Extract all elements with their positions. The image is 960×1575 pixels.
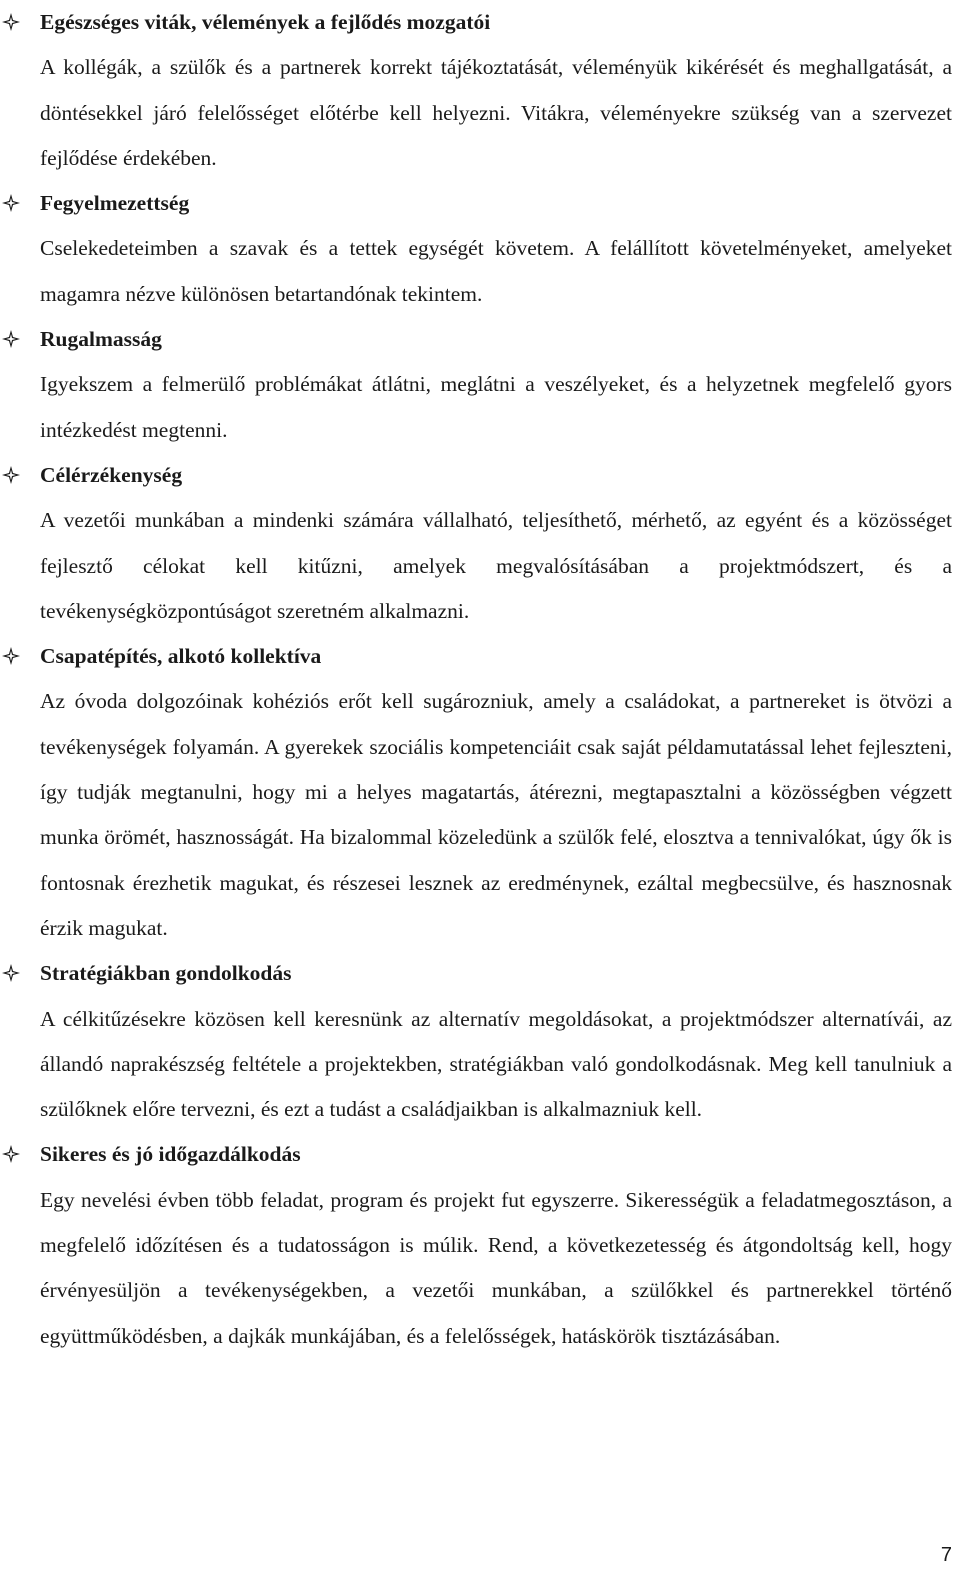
- section-heading: [40, 181, 952, 226]
- diamond-bullet-icon: [1, 646, 21, 666]
- section-heading: [40, 317, 952, 362]
- section-rugalmassag: [40, 317, 952, 453]
- diamond-bullet-icon: [1, 12, 21, 32]
- diamond-bullet-icon: [1, 465, 21, 485]
- section-heading-text: Sikeres és jó időgazdálkodás: [40, 1142, 301, 1167]
- diamond-bullet-icon: [1, 963, 21, 983]
- section-heading: [40, 1132, 952, 1177]
- section-heading-text: Csapatépítés, alkotó kollektíva: [40, 644, 322, 669]
- page-number: 7: [940, 1544, 952, 1566]
- section-heading: [40, 453, 952, 498]
- section-paragraph: A vezetői munkában a mindenki számára vállalható, teljesíthető, mérhető, az egyént és a közösséget fejlesztő célokat kell kitűzni, amelyek megvalósításában a projektmódszert, és a tevékenységközpontúságot szeretném alkalmazni.: [40, 508, 952, 623]
- section-heading-text: Egészséges viták, vélemények a fejlődés mozgatói: [40, 10, 491, 34]
- section-paragraph: Igyekszem a felmerülő problémákat átlátni, meglátni a veszélyeket, és a helyzetnek megfelelő gyors intézkedést megtenni.: [40, 372, 952, 442]
- section-heading-text: Rugalmasság: [40, 327, 162, 352]
- section-fegyelmezettseg: [40, 181, 952, 317]
- section-heading-text: Stratégiákban gondolkodás: [40, 961, 292, 986]
- section-heading-text: Célérzékenység: [40, 462, 183, 487]
- section-csapatepites: [40, 634, 952, 951]
- section-egeszseges-vitak: [40, 0, 952, 181]
- section-paragraph: A célkitűzésekre közösen kell keresnünk az alternatív megoldásokat, a projektmódszer alternatívái, az állandó naprakészség feltétele a projektekben, stratégiákban való gondolkodásnak. Meg kell tanulniuk a szülőknek előre tervezni, és ezt a tudást a családjaikban is alkalmazniuk kell.: [40, 1006, 952, 1122]
- section-paragraph: Egy nevelési évben több feladat, program és projekt fut egyszerre. Sikerességük a feladatmegosztáson, a megfelelő időzítésen és a tudatosságon is múlik. Rend, a következetesség és átgondoltság kell, hogy érvényesüljön a tevékenységekben, a vezetői munkában, a szülőkkel és partnerekkel történő együttműködésben, a dajkák munkájában, és a felelősségek, hatáskörök tisztázásában.: [40, 1187, 952, 1348]
- section-heading: [40, 634, 952, 679]
- section-celerzekenyseg: [40, 453, 952, 634]
- diamond-bullet-icon: [1, 329, 21, 349]
- section-heading-text: Fegyelmezettség: [40, 191, 190, 216]
- section-heading: [40, 0, 952, 45]
- section-paragraph: Az óvoda dolgozóinak kohéziós erőt kell sugározniuk, amely a családokat, a partnereket is ötvözi a tevékenységek folyamán. A gyerekek szociális kompetenciáit csak saját példamutatással lehet fejleszteni, így tudják megtanulni, hogy mi a helyes magatartás, átérezni, megtapasztalni a közösségben végzett munka örömét, hasznosságát. Ha bizalommal közeledünk a szülők felé, elosztva a tennivalókat, úgy ők is fontosnak érezhetik magukat, és részesei lesznek az eredménynek, ezáltal megbecsülve, és hasznosnak érzik magukat.: [40, 689, 952, 940]
- diamond-bullet-icon: [1, 1144, 21, 1164]
- section-strategiakban: [40, 951, 952, 1132]
- section-paragraph: Cselekedeteimben a szavak és a tettek egységét követem. A felállított követelményeket, amelyeket magamra nézve különösen betartandónak tekintem.: [40, 236, 952, 306]
- section-paragraph: A kollégák, a szülők és a partnerek korrekt tájékoztatását, véleményük kikérését és meghallgatását, a döntésekkel járó felelősséget előtérbe kell helyezni. Vitákra, véleményekre szükség van a szervezet fejlődése érdekében.: [40, 55, 952, 170]
- diamond-bullet-icon: [1, 193, 21, 213]
- section-heading: [40, 951, 952, 996]
- document-content: [40, 0, 952, 1359]
- section-idogazdalkodas: [40, 1132, 952, 1358]
